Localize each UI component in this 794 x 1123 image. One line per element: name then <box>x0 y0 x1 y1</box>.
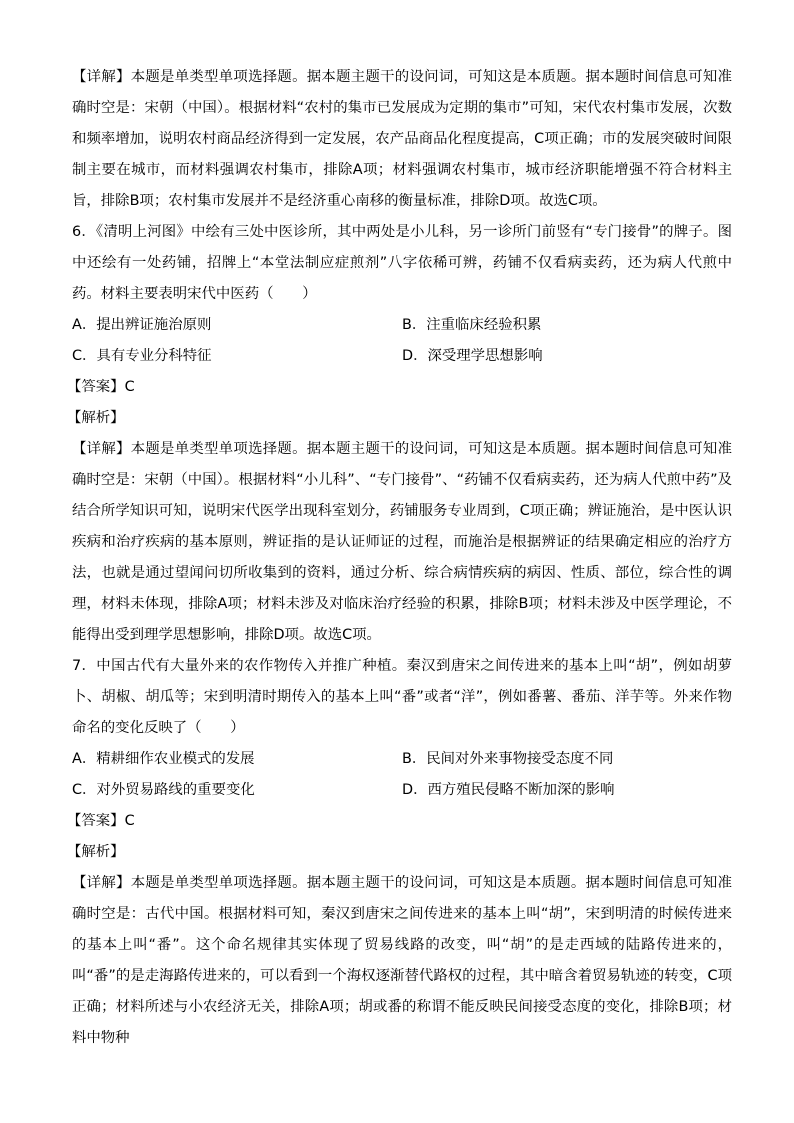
explanation-q7: 【详解】本题是单类型单项选择题。据本题主题干的设问词，可知这是本质题。据本题时间信息可知准确时空是：古代中国。根据材料可知，秦汉到唐宋之间传进来的基本上叫“胡”，宋到明清的时候传进来的基本上叫“番”。这个命名规律其实体现了贸易线路的改变，叫“胡”的是走西域的陆路传进来的，叫“番”的是走海路传进来的，可以看到一个海权逐渐替代路权的过程，其中暗含着贸易轨迹的转变，C项正确；材料所述与小农经济无关，排除A项；胡或番的称谓不能反映民间接受态度的变化，排除B项；材料中物种 <box>72 875 732 1046</box>
answer-q6: 【答案】C <box>67 379 135 395</box>
option-b: B．注重临床经验积累 <box>402 317 542 333</box>
question-7-stem: 7．中国古代有大量外来的农作物传入并推广种植。秦汉到唐宋之间传进来的基本上叫“胡”，例如胡萝卜、胡椒、胡瓜等；宋到明清时期传入的基本上叫“番”或者“洋”，例如番薯、番茄、洋芋等。外来作物命名的变化反映了（ ） <box>72 658 732 736</box>
explanation-q5: 【详解】本题是单类型单项选择题。据本题主题干的设问词，可知这是本质题。据本题时间信息可知准确时空是：宋朝（中国）。根据材料“农村的集市已发展成为定期的集市”可知，宋代农村集市发展，次数和频率增加，说明农村商品经济得到一定发展，农产品商品化程度提高，C项正确；市的发展突破时间限制主要在城市，而材料强调农村集市，排除A项；材料强调农村集市，城市经济职能增强不符合材料主旨，排除B项；农村集市发展并不是经济重心南移的衡量标准，排除D项。故选C项。 <box>72 69 732 209</box>
option-c: C．对外贸易路线的重要变化 <box>72 782 255 798</box>
document-body <box>67 62 732 1054</box>
option-b: B．民间对外来事物接受态度不同 <box>402 751 614 767</box>
analysis-heading-q7: 【解析】 <box>67 844 125 860</box>
option-c: C．具有专业分科特征 <box>72 348 212 364</box>
option-d: D．深受理学思想影响 <box>402 348 543 364</box>
question-6-stem: 6．《清明上河图》中绘有三处中医诊所，其中两处是小儿科，另一诊所门前竖有“专门接骨”的牌子。图中还绘有一处药铺，招牌上“本堂法制应症煎剂”八字依稀可辨，药铺不仅看病卖药，还为病人代煎中药。材料主要表明宋代中医药（ ） <box>72 224 732 302</box>
question-6-options <box>72 310 732 372</box>
analysis-heading-q6: 【解析】 <box>67 410 125 426</box>
question-7-options <box>72 744 732 806</box>
option-a: A．提出辨证施治原则 <box>72 317 212 333</box>
explanation-q6: 【详解】本题是单类型单项选择题。据本题主题干的设问词，可知这是本质题。据本题时间信息可知准确时空是：宋朝（中国）。根据材料“小儿科”、“专门接骨”、“药铺不仅看病卖药，还为病人代煎中药”及结合所学知识可知，说明宋代医学出现科室划分，药铺服务专业周到，C项正确；辨证施治，是中医认识疾病和治疗疾病的基本原则，辨证指的是认证师证的过程，而施治是根据辨证的结果确定相应的治疗方法，也就是通过望闻问切所收集到的资料，通过分析、综合病情疾病的病因、性质、部位，综合性的调理，材料未体现，排除A项；材料未涉及对临床治疗经验的积累，排除B项；材料未涉及中医学理论，不能得出受到理学思想影响，排除D项。故选C项。 <box>72 441 732 643</box>
answer-q7: 【答案】C <box>67 813 135 829</box>
option-d: D．西方殖民侵略不断加深的影响 <box>402 782 615 798</box>
option-a: A．精耕细作农业模式的发展 <box>72 751 255 767</box>
